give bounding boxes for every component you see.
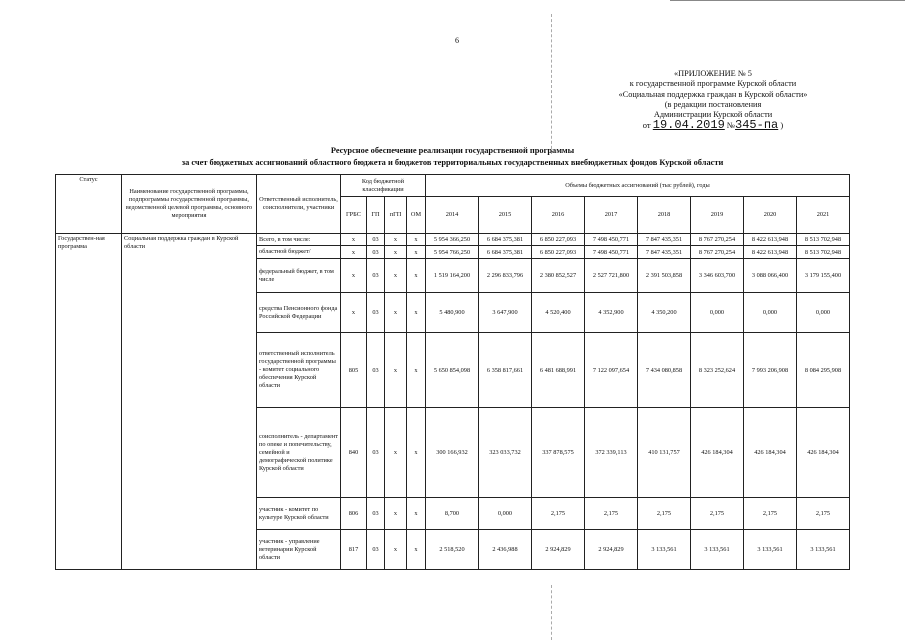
value-cell: 0,000: [797, 293, 850, 333]
responsible-cell: участник - управление ветеринарии Курской области: [257, 530, 341, 570]
page-number: 6: [455, 36, 459, 45]
status-cell: Государствен-ная программа: [56, 234, 122, 570]
appendix-line-2: к государственной программе Курской области: [629, 79, 797, 89]
value-cell: 2 380 852,527: [532, 259, 585, 293]
document-title-line-1: Ресурсное обеспечение реализации государственной программы: [330, 146, 575, 155]
value-cell: 2,175: [585, 498, 638, 530]
value-cell: 3 346 603,700: [691, 259, 744, 293]
code-pgp-cell: x: [385, 293, 407, 333]
value-cell: 372 339,113: [585, 408, 638, 498]
value-cell: 3 088 066,400: [744, 259, 797, 293]
header-code: ГРБС: [341, 197, 367, 234]
value-cell: 323 033,732: [479, 408, 532, 498]
decree-date: 19.04.2019: [652, 118, 725, 133]
program-name-cell: Социальная поддержка граждан в Курской области: [122, 234, 257, 570]
value-cell: 4 352,900: [585, 293, 638, 333]
value-cell: 7 847 435,351: [638, 234, 691, 246]
code-pgp-cell: x: [385, 498, 407, 530]
value-cell: 426 184,304: [797, 408, 850, 498]
value-cell: 426 184,304: [691, 408, 744, 498]
close-paren: ): [780, 120, 784, 131]
number-prefix: №: [726, 120, 736, 131]
code-grbs-cell: 805: [341, 333, 367, 408]
header-year: 2015: [479, 197, 532, 234]
header-year: 2018: [638, 197, 691, 234]
value-cell: 410 131,757: [638, 408, 691, 498]
value-cell: 7 434 080,858: [638, 333, 691, 408]
value-cell: 3 133,561: [744, 530, 797, 570]
code-om-cell: x: [407, 333, 426, 408]
code-om-cell: x: [407, 530, 426, 570]
appendix-line-1: «ПРИЛОЖЕНИЕ № 5: [674, 69, 752, 78]
table-body: [56, 234, 850, 570]
appendix-line-4: (в редакции постановления: [664, 99, 762, 109]
value-cell: 2,175: [532, 498, 585, 530]
header-name: Наименование государственной программы, подпрограммы государственной программы, ведомственной целевой программы, основного мероприятия: [122, 175, 257, 234]
code-gp-cell: 03: [367, 246, 385, 259]
value-cell: 8 422 613,948: [744, 234, 797, 246]
header-status: Статус: [56, 175, 122, 234]
top-rule: [670, 0, 905, 1]
code-pgp-cell: x: [385, 530, 407, 570]
responsible-cell: средства Пенсионного фонда Российской Федерации: [257, 293, 341, 333]
value-cell: 4 350,200: [638, 293, 691, 333]
code-pgp-cell: x: [385, 234, 407, 246]
value-cell: 0,000: [744, 293, 797, 333]
code-grbs-cell: 840: [341, 408, 367, 498]
value-cell: 6 684 375,381: [479, 246, 532, 259]
value-cell: 5 480,900: [426, 293, 479, 333]
header-code: пГП: [385, 197, 407, 234]
code-gp-cell: 03: [367, 293, 385, 333]
decree-number: 345-па: [735, 118, 779, 133]
appendix-date-line: [563, 118, 863, 133]
value-cell: 2 296 833,796: [479, 259, 532, 293]
value-cell: 1 519 164,200: [426, 259, 479, 293]
value-cell: 5 954 366,250: [426, 234, 479, 246]
value-cell: 8 422 613,948: [744, 246, 797, 259]
value-cell: 426 184,304: [744, 408, 797, 498]
value-cell: 8 513 702,948: [797, 246, 850, 259]
code-pgp-cell: x: [385, 408, 407, 498]
value-cell: 5 650 854,098: [426, 333, 479, 408]
header-responsible: Ответственный исполнитель, соисполнители, участники: [257, 175, 341, 234]
value-cell: 7 122 097,654: [585, 333, 638, 408]
value-cell: 3 133,561: [691, 530, 744, 570]
code-om-cell: x: [407, 498, 426, 530]
value-cell: 2 436,988: [479, 530, 532, 570]
header-year: 2017: [585, 197, 638, 234]
value-cell: 2 391 503,858: [638, 259, 691, 293]
responsible-cell: ответственный исполнитель государственной программы - комитет социального обеспечения Курской области: [257, 333, 341, 408]
value-cell: 6 850 227,093: [532, 234, 585, 246]
code-gp-cell: 03: [367, 234, 385, 246]
value-cell: 6 684 375,381: [479, 234, 532, 246]
header-code: ГП: [367, 197, 385, 234]
value-cell: 2 924,829: [585, 530, 638, 570]
code-grbs-cell: x: [341, 246, 367, 259]
value-cell: 3 133,561: [638, 530, 691, 570]
value-cell: 2,175: [744, 498, 797, 530]
table-row: [56, 234, 850, 246]
appendix-line-5: Администрации Курской области: [653, 110, 773, 120]
value-cell: 337 878,575: [532, 408, 585, 498]
value-cell: 3 179 155,400: [797, 259, 850, 293]
code-pgp-cell: x: [385, 259, 407, 293]
code-gp-cell: 03: [367, 408, 385, 498]
responsible-cell: областной бюджет/: [257, 246, 341, 259]
value-cell: 8 323 252,624: [691, 333, 744, 408]
value-cell: 2,175: [638, 498, 691, 530]
value-cell: 2 518,520: [426, 530, 479, 570]
fold-line-top: [551, 14, 552, 154]
value-cell: 5 954 766,250: [426, 246, 479, 259]
responsible-cell: соисполнитель - департамент по опеке и попечительству, семейной и демографической политике Курской области: [257, 408, 341, 498]
header-year: 2014: [426, 197, 479, 234]
appendix-header: [563, 69, 863, 131]
code-gp-cell: 03: [367, 530, 385, 570]
value-cell: 8 767 270,254: [691, 246, 744, 259]
code-om-cell: x: [407, 246, 426, 259]
value-cell: 6 850 227,093: [532, 246, 585, 259]
header-code: ОМ: [407, 197, 426, 234]
value-cell: 6 358 817,661: [479, 333, 532, 408]
responsible-cell: Всего, в том числе:: [257, 234, 341, 246]
header-volumes-group: Объемы бюджетных ассигнований (тыс рублей), годы: [426, 175, 850, 197]
value-cell: 8 767 270,254: [691, 234, 744, 246]
value-cell: 2 924,829: [532, 530, 585, 570]
value-cell: 8 513 702,948: [797, 234, 850, 246]
code-grbs-cell: x: [341, 293, 367, 333]
header-year: 2021: [797, 197, 850, 234]
value-cell: 7 498 450,771: [585, 234, 638, 246]
code-pgp-cell: x: [385, 246, 407, 259]
code-om-cell: x: [407, 234, 426, 246]
code-grbs-cell: x: [341, 259, 367, 293]
code-grbs-cell: x: [341, 234, 367, 246]
header-year: 2020: [744, 197, 797, 234]
date-prefix: от: [642, 120, 651, 131]
value-cell: 4 520,400: [532, 293, 585, 333]
code-om-cell: x: [407, 408, 426, 498]
value-cell: 3 133,561: [797, 530, 850, 570]
value-cell: 7 993 206,908: [744, 333, 797, 408]
code-gp-cell: 03: [367, 498, 385, 530]
header-year: 2016: [532, 197, 585, 234]
resource-table: [55, 174, 850, 570]
header-code-group: Код бюджетной классификации: [341, 175, 426, 197]
value-cell: 2,175: [797, 498, 850, 530]
fold-line-bottom: [551, 585, 552, 640]
value-cell: 0,000: [691, 293, 744, 333]
code-grbs-cell: 806: [341, 498, 367, 530]
code-om-cell: x: [407, 259, 426, 293]
appendix-line-3: «Социальная поддержка граждан в Курской области»: [618, 89, 808, 99]
code-gp-cell: 03: [367, 259, 385, 293]
document-title-line-2: за счет бюджетных ассигнований областного бюджета и бюджетов территориальных государственных внебюджетных фондов Курской области: [181, 158, 724, 167]
value-cell: 7 498 450,771: [585, 246, 638, 259]
code-gp-cell: 03: [367, 333, 385, 408]
code-om-cell: x: [407, 293, 426, 333]
value-cell: 0,000: [479, 498, 532, 530]
responsible-cell: федеральный бюджет, в том числе: [257, 259, 341, 293]
header-year: 2019: [691, 197, 744, 234]
value-cell: 8 084 295,908: [797, 333, 850, 408]
value-cell: 2 527 721,800: [585, 259, 638, 293]
value-cell: 7 847 435,351: [638, 246, 691, 259]
value-cell: 300 166,932: [426, 408, 479, 498]
code-grbs-cell: 817: [341, 530, 367, 570]
value-cell: 8,700: [426, 498, 479, 530]
value-cell: 6 481 688,991: [532, 333, 585, 408]
value-cell: 2,175: [691, 498, 744, 530]
code-pgp-cell: x: [385, 333, 407, 408]
responsible-cell: участник - комитет по культуре Курской области: [257, 498, 341, 530]
value-cell: 3 647,900: [479, 293, 532, 333]
